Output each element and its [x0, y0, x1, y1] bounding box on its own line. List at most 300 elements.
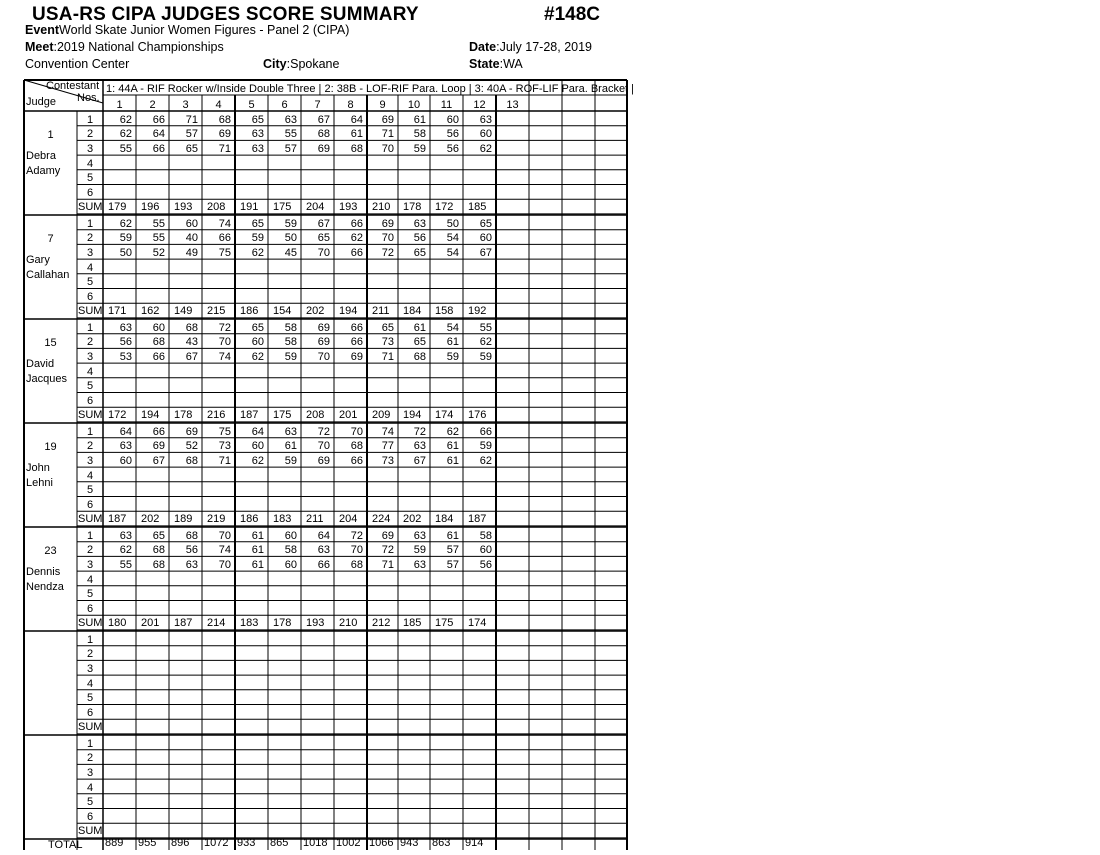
score-cell: 69	[381, 113, 394, 126]
state-value: WA	[503, 57, 523, 71]
score-cell: 45	[284, 246, 297, 259]
row-label: 1	[86, 217, 94, 230]
judge-number: 7	[47, 233, 54, 245]
sum-cell: 185	[468, 201, 487, 214]
score-cell: 71	[218, 142, 231, 155]
sum-cell: 216	[207, 409, 226, 422]
score-cell: 63	[251, 128, 264, 141]
row-label: 1	[86, 321, 94, 334]
score-cell: 74	[381, 425, 394, 438]
score-cell: 59	[479, 350, 492, 363]
score-cell: 63	[119, 321, 132, 334]
score-cell: 66	[350, 217, 363, 230]
date-line: Date:July 17-28, 2019	[469, 40, 593, 54]
score-cell: 68	[218, 113, 231, 126]
score-cell: 59	[479, 440, 492, 453]
document-number: #148C	[544, 4, 600, 25]
score-cell: 49	[185, 246, 198, 259]
score-cell: 55	[284, 128, 297, 141]
sum-cell: 211	[306, 513, 324, 526]
row-label: 1	[86, 425, 94, 438]
score-cell: 69	[317, 142, 330, 155]
meet-value: 2019 National Championships	[56, 40, 224, 54]
score-cell: 68	[185, 529, 198, 542]
row-label: 5	[86, 276, 94, 289]
sum-cell: 210	[339, 617, 358, 630]
sum-cell: 178	[174, 409, 193, 422]
sum-cell: 154	[273, 305, 292, 318]
score-cell: 68	[152, 558, 165, 571]
score-cell: 68	[350, 440, 363, 453]
row-label: 2	[86, 128, 94, 141]
score-cell: 59	[284, 454, 297, 467]
score-cell: 71	[185, 113, 198, 126]
score-cell: 54	[446, 232, 459, 245]
score-cell: 66	[350, 246, 363, 259]
sum-cell: 196	[141, 201, 160, 214]
score-cell: 60	[251, 336, 264, 349]
score-cell: 73	[218, 440, 231, 453]
score-cell: 64	[152, 128, 165, 141]
total-cell: 896	[171, 837, 190, 849]
row-label: 6	[86, 291, 94, 303]
sum-cell: 185	[403, 617, 422, 630]
score-cell: 68	[350, 558, 363, 571]
total-cell: 1066	[369, 837, 394, 849]
judge-last-name: Callahan	[26, 269, 70, 281]
sum-cell: 183	[240, 617, 259, 630]
row-label: 4	[86, 677, 94, 690]
score-cell: 70	[350, 544, 363, 557]
total-cell: 889	[105, 837, 124, 849]
row-label: 4	[86, 469, 94, 482]
score-cell: 61	[413, 321, 426, 334]
score-cell: 63	[317, 544, 330, 557]
score-cell: 72	[317, 425, 330, 438]
sum-cell: 224	[372, 513, 391, 526]
row-label: 3	[86, 142, 94, 155]
score-cell: 60	[479, 544, 492, 557]
score-cell: 57	[185, 128, 198, 141]
score-cell: 67	[185, 350, 198, 363]
score-cell: 60	[284, 558, 297, 571]
sum-cell: 194	[339, 305, 358, 318]
score-cell: 68	[317, 128, 330, 141]
score-cell: 55	[119, 558, 132, 571]
sum-label: SUM	[78, 617, 103, 630]
sum-cell: 193	[174, 201, 193, 214]
score-cell: 65	[185, 142, 198, 155]
score-cell: 63	[251, 142, 264, 155]
sum-cell: 176	[468, 409, 487, 422]
sum-cell: 174	[435, 409, 454, 422]
score-cell: 61	[284, 440, 297, 453]
row-label: 3	[86, 350, 94, 363]
contestant-number: 5	[248, 99, 255, 111]
sum-label: SUM	[78, 513, 103, 526]
score-cell: 56	[446, 142, 459, 155]
score-cell: 62	[119, 217, 132, 230]
score-cell: 65	[381, 321, 394, 334]
score-cell: 50	[284, 232, 297, 245]
sum-cell: 208	[306, 409, 325, 422]
sum-cell: 162	[141, 305, 160, 318]
score-cell: 66	[317, 558, 330, 571]
row-label: 3	[86, 766, 94, 779]
contestant-number: 9	[379, 99, 386, 111]
score-cell: 61	[251, 529, 264, 542]
city-value: Spokane	[290, 57, 340, 71]
contestant-number: 6	[281, 99, 288, 111]
score-cell: 71	[381, 350, 394, 363]
score-cell: 69	[152, 440, 165, 453]
total-cell: 863	[432, 837, 451, 849]
row-label: 6	[86, 499, 94, 511]
sum-cell: 211	[372, 305, 390, 318]
score-cell: 66	[218, 232, 231, 245]
row-label: 1	[86, 529, 94, 542]
score-cell: 69	[317, 336, 330, 349]
row-label: 5	[86, 588, 94, 601]
score-cell: 65	[479, 217, 492, 230]
sum-cell: 175	[435, 617, 454, 630]
score-cell: 59	[446, 350, 459, 363]
figures-caption: 1: 44A - RIF Rocker w/Inside Double Three | 2: 38B - LOF-RIF Para. Loop | 3: 40A - ROF-LIF Para. Bracket |	[106, 83, 635, 95]
sum-cell: 158	[435, 305, 454, 318]
sum-cell: 187	[468, 513, 487, 526]
score-cell: 67	[317, 217, 330, 230]
row-label: 4	[86, 781, 94, 794]
sum-cell: 187	[240, 409, 259, 422]
sum-cell: 194	[403, 409, 422, 422]
sum-label: SUM	[78, 305, 103, 318]
judge-first-name: David	[26, 358, 55, 370]
sum-cell: 212	[372, 617, 391, 630]
state-line: State:WA	[469, 57, 523, 71]
judge-number: 23	[44, 545, 57, 557]
judge-number: 15	[44, 337, 57, 349]
sum-cell: 193	[306, 617, 325, 630]
sum-cell: 210	[372, 201, 391, 214]
row-label: 4	[86, 365, 94, 378]
sum-cell: 209	[372, 409, 391, 422]
judge-first-name: Gary	[26, 254, 50, 266]
score-cell: 56	[479, 558, 492, 571]
score-cell: 57	[446, 558, 459, 571]
total-cell: 1072	[204, 837, 229, 849]
score-cell: 40	[185, 232, 198, 245]
score-cell: 65	[413, 246, 426, 259]
sum-cell: 149	[174, 305, 193, 318]
sum-cell: 204	[306, 201, 325, 214]
score-cell: 57	[284, 142, 297, 155]
score-cell: 66	[152, 113, 165, 126]
score-cell: 60	[185, 217, 198, 230]
score-cell: 68	[185, 321, 198, 334]
score-cell: 63	[413, 529, 426, 542]
city-line: City:Spokane	[263, 57, 340, 71]
score-cell: 70	[350, 425, 363, 438]
sum-cell: 184	[435, 513, 454, 526]
score-cell: 59	[413, 544, 426, 557]
sum-cell: 178	[273, 617, 292, 630]
score-cell: 63	[284, 425, 297, 438]
score-cell: 74	[218, 350, 231, 363]
score-cell: 64	[251, 425, 264, 438]
row-label: 5	[86, 484, 94, 497]
judge-last-name: Lehni	[26, 477, 53, 489]
score-cell: 70	[218, 558, 231, 571]
score-cell: 60	[251, 440, 264, 453]
score-cell: 75	[218, 246, 231, 259]
score-cell: 56	[413, 232, 426, 245]
contestant-number: 3	[182, 99, 189, 111]
score-cell: 52	[185, 440, 198, 453]
score-cell: 58	[284, 336, 297, 349]
score-cell: 43	[185, 336, 198, 349]
score-cell: 66	[479, 425, 492, 438]
score-cell: 69	[317, 321, 330, 334]
score-cell: 72	[350, 529, 363, 542]
sum-cell: 183	[273, 513, 292, 526]
score-cell: 64	[317, 529, 330, 542]
score-cell: 65	[251, 217, 264, 230]
sum-cell: 189	[174, 513, 193, 526]
row-label: 2	[86, 336, 94, 349]
score-cell: 58	[284, 321, 297, 334]
score-cell: 63	[119, 529, 132, 542]
score-cell: 66	[350, 321, 363, 334]
judge-last-name: Nendza	[26, 581, 64, 593]
score-cell: 57	[446, 544, 459, 557]
score-cell: 70	[381, 232, 394, 245]
score-cell: 72	[381, 246, 394, 259]
sum-cell: 219	[207, 513, 226, 526]
contestant-number: 1	[116, 99, 123, 111]
contestant-number: 7	[314, 99, 321, 111]
sum-cell: 204	[339, 513, 358, 526]
contestant-number: 13	[506, 99, 519, 111]
score-cell: 63	[479, 113, 492, 126]
score-cell: 71	[218, 454, 231, 467]
contestant-number: 8	[347, 99, 354, 111]
score-cell: 64	[119, 425, 132, 438]
score-cell: 66	[152, 350, 165, 363]
row-label: 3	[86, 558, 94, 571]
sum-cell: 187	[174, 617, 193, 630]
score-cell: 65	[317, 232, 330, 245]
score-cell: 71	[381, 558, 394, 571]
score-cell: 52	[152, 246, 165, 259]
row-label: 6	[86, 187, 94, 199]
score-cell: 61	[446, 336, 459, 349]
judge-number: 1	[47, 129, 54, 141]
score-cell: 65	[413, 336, 426, 349]
score-cell: 66	[152, 142, 165, 155]
score-cell: 59	[284, 217, 297, 230]
state-label: State	[469, 57, 500, 71]
row-label: 4	[86, 261, 94, 274]
row-label: 1	[86, 737, 94, 750]
sum-cell: 202	[403, 513, 422, 526]
score-cell: 62	[479, 454, 492, 467]
score-cell: 60	[479, 232, 492, 245]
total-cell: 914	[465, 837, 484, 849]
score-cell: 66	[350, 336, 363, 349]
score-cell: 62	[251, 246, 264, 259]
score-cell: 59	[251, 232, 264, 245]
score-cell: 58	[479, 529, 492, 542]
score-cell: 54	[446, 321, 459, 334]
score-cell: 70	[317, 246, 330, 259]
sum-cell: 180	[108, 617, 127, 630]
score-cell: 50	[119, 246, 132, 259]
score-cell: 63	[185, 558, 198, 571]
score-cell: 65	[152, 529, 165, 542]
score-cell: 56	[446, 128, 459, 141]
score-cell: 58	[413, 128, 426, 141]
score-cell: 69	[185, 425, 198, 438]
report-title: USA-RS CIPA JUDGES SCORE SUMMARY	[32, 4, 419, 25]
score-cell: 72	[218, 321, 231, 334]
score-cell: 62	[479, 142, 492, 155]
row-label: 1	[86, 633, 94, 646]
row-label: 2	[86, 232, 94, 245]
sum-label: SUM	[78, 825, 103, 838]
row-label: 5	[86, 796, 94, 809]
score-cell: 70	[317, 350, 330, 363]
score-cell: 69	[218, 128, 231, 141]
row-label: 4	[86, 157, 94, 170]
score-cell: 58	[284, 544, 297, 557]
score-cell: 67	[413, 454, 426, 467]
contestant-number: 12	[473, 99, 486, 111]
total-cell: 943	[400, 837, 419, 849]
event-value: World Skate Junior Women Figures - Panel 2 (CIPA)	[59, 23, 350, 37]
nos-label: Nos.	[77, 92, 100, 104]
sum-cell: 186	[240, 305, 259, 318]
score-cell: 56	[185, 544, 198, 557]
contestant-number: 11	[440, 99, 453, 111]
score-cell: 68	[350, 142, 363, 155]
sum-cell: 172	[108, 409, 127, 422]
row-label: 6	[86, 603, 94, 615]
sum-cell: 192	[468, 305, 487, 318]
row-label: 4	[86, 573, 94, 586]
score-cell: 72	[413, 425, 426, 438]
event-label: Event	[25, 23, 60, 37]
sum-cell: 215	[207, 305, 226, 318]
sum-cell: 214	[207, 617, 226, 630]
sum-cell: 201	[141, 617, 160, 630]
score-cell: 60	[119, 454, 132, 467]
score-cell: 55	[152, 232, 165, 245]
score-cell: 70	[218, 529, 231, 542]
total-cell: 1018	[303, 837, 328, 849]
row-label: 6	[86, 811, 94, 823]
score-cell: 69	[317, 454, 330, 467]
score-cell: 65	[251, 321, 264, 334]
score-cell: 55	[119, 142, 132, 155]
total-cell: 933	[237, 837, 256, 849]
total-cell: 865	[270, 837, 289, 849]
row-label: 3	[86, 454, 94, 467]
judge-first-name: John	[26, 462, 50, 474]
sum-label: SUM	[78, 409, 103, 422]
row-label: 1	[86, 113, 94, 126]
score-cell: 61	[446, 440, 459, 453]
row-label: 2	[86, 648, 94, 661]
score-cell: 64	[350, 113, 363, 126]
sum-cell: 172	[435, 201, 454, 214]
score-cell: 61	[251, 558, 264, 571]
row-label: 5	[86, 172, 94, 185]
score-cell: 68	[152, 544, 165, 557]
contestant-number: 2	[149, 99, 156, 111]
score-cell: 65	[251, 113, 264, 126]
sum-cell: 193	[339, 201, 358, 214]
judge-last-name: Jacques	[26, 373, 67, 385]
total-cell: 1002	[336, 837, 361, 849]
score-cell: 62	[446, 425, 459, 438]
row-label: 2	[86, 440, 94, 453]
venue: Convention Center	[25, 57, 130, 71]
score-cell: 63	[413, 558, 426, 571]
sum-cell: 202	[141, 513, 160, 526]
score-cell: 63	[284, 113, 297, 126]
city-label: City	[263, 57, 287, 71]
row-label: 6	[86, 707, 94, 719]
contestant-number: 4	[215, 99, 222, 111]
row-label: 6	[86, 395, 94, 407]
judge-first-name: Dennis	[26, 566, 61, 578]
contestant-number: 10	[407, 99, 421, 111]
score-cell: 68	[152, 336, 165, 349]
score-cell: 62	[251, 454, 264, 467]
score-cell: 68	[413, 350, 426, 363]
sum-cell: 194	[141, 409, 160, 422]
score-cell: 71	[381, 128, 394, 141]
score-cell: 63	[413, 440, 426, 453]
sum-label: SUM	[78, 721, 103, 734]
score-cell: 70	[317, 440, 330, 453]
score-cell: 70	[218, 336, 231, 349]
sum-cell: 202	[306, 305, 325, 318]
judge-number: 19	[44, 441, 57, 453]
score-cell: 68	[185, 454, 198, 467]
score-cell: 60	[479, 128, 492, 141]
score-cell: 56	[119, 336, 132, 349]
score-cell: 69	[381, 217, 394, 230]
meet-line: Meet:2019 National Championships	[25, 40, 224, 54]
judge-first-name: Debra	[26, 150, 56, 162]
judge-last-name: Adamy	[26, 165, 61, 177]
score-cell: 67	[479, 246, 492, 259]
score-cell: 74	[218, 544, 231, 557]
score-cell: 62	[251, 350, 264, 363]
sum-cell: 175	[273, 201, 292, 214]
sum-cell: 191	[240, 201, 259, 214]
score-cell: 66	[350, 454, 363, 467]
score-cell: 72	[381, 544, 394, 557]
score-cell: 61	[251, 544, 264, 557]
score-cell: 55	[479, 321, 492, 334]
score-cell: 55	[152, 217, 165, 230]
score-cell: 59	[284, 350, 297, 363]
score-cell: 69	[350, 350, 363, 363]
score-cell: 59	[119, 232, 132, 245]
score-cell: 73	[381, 454, 394, 467]
